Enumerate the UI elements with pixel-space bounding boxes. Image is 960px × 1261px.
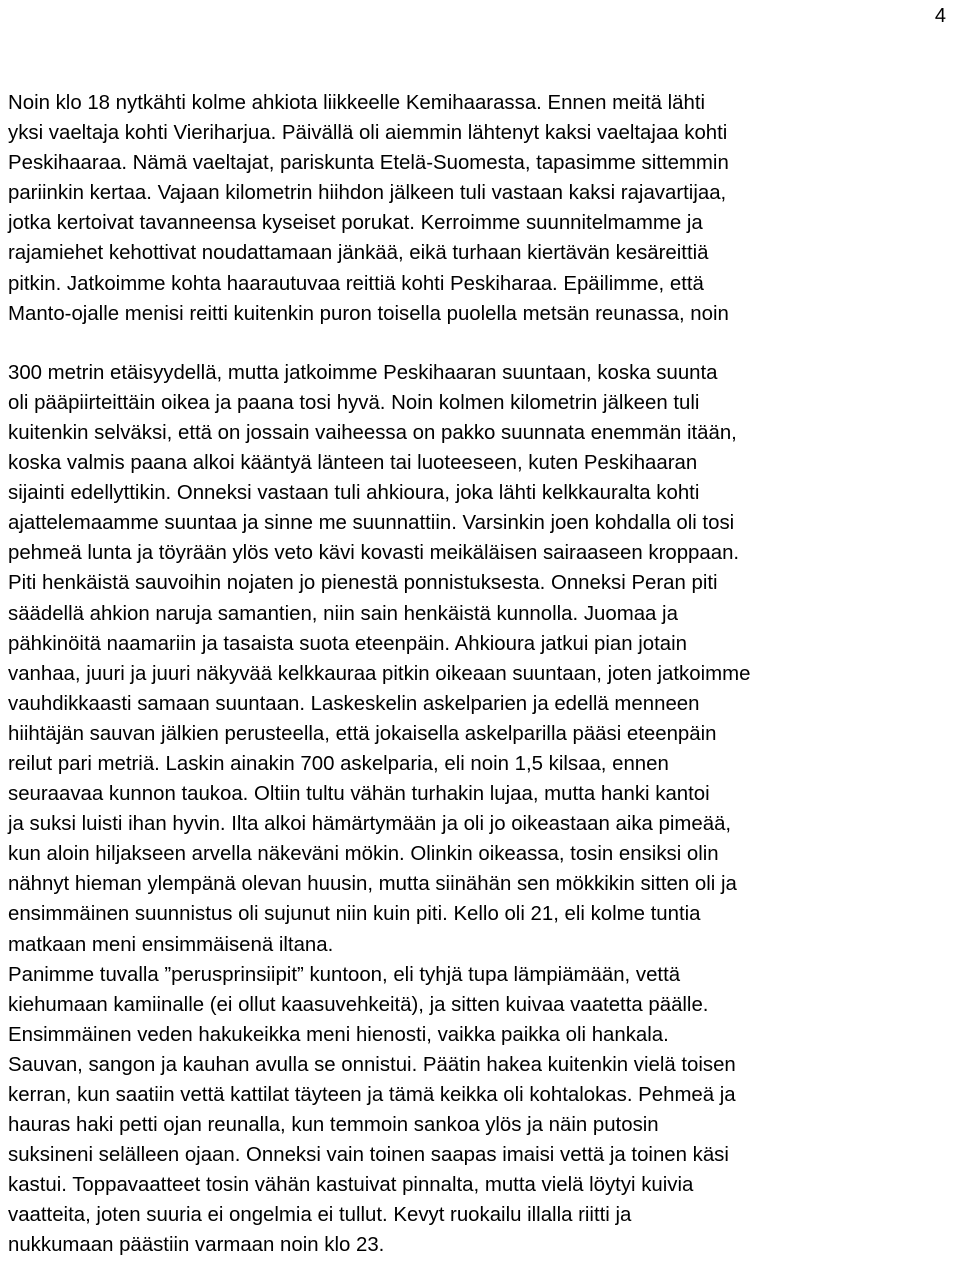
paragraph-3 <box>8 960 956 1261</box>
text-line: vanhaa, juuri ja juuri näkyvää kelkkauraa pitkin oikeaan suuntaan, joten jatkoimme <box>8 662 751 685</box>
text-line: ja suksi luisti ihan hyvin. Ilta alkoi hämärtymään ja oli jo oikeastaan aika pimeää, <box>8 813 732 836</box>
text-line: reilut pari metriä. Laskin ainakin 700 askelparia, eli noin 1,5 kilsaa, ennen <box>8 752 669 775</box>
text-line: pariinkin kertaa. Vajaan kilometrin hiihdon jälkeen tuli vastaan kaksi rajavartijaa, <box>8 182 727 205</box>
text-line: rajamiehet kehottivat noudattamaan jänkää, eikä turhaan kiertävän kesäreittiä <box>8 242 709 265</box>
text-line: nukkumaan päästiin varmaan noin klo 23. <box>8 1234 385 1257</box>
text-line: Noin klo 18 nytkähti kolme ahkiota liikkeelle Kemihaarassa. Ennen meitä lähti <box>8 92 706 114</box>
text-line: oli pääpiirteittäin oikea ja paana tosi hyvä. Noin kolmen kilometrin jälkeen tuli <box>8 391 700 414</box>
page-number: 4 <box>934 5 946 27</box>
page-gap <box>8 329 956 358</box>
text-line: ensimmäinen suunnistus oli sujunut niin kuin piti. Kello oli 21, eli kolme tuntia <box>8 903 701 926</box>
text-line: kastui. Toppavaatteet tosin vähän kastuivat pinnalta, mutta vielä löytyi kuivia <box>8 1174 694 1197</box>
text-line: matkaan meni ensimmäisenä iltana. <box>8 933 334 956</box>
text-line: jotka kertoivat tavanneensa kyseiset porukat. Kerroimme suunnitelmamme ja <box>8 212 703 235</box>
paragraph-2 <box>8 358 956 960</box>
text-line: kiehumaan kamiinalle (ei ollut kaasuvehkeitä), ja sitten kuivaa vaatetta päälle. <box>8 993 709 1016</box>
paragraph-1 <box>8 88 956 329</box>
text-line: pitkin. Jatkoimme kohta haarautuvaa reittiä kohti Peskiharaa. Epäilimme, että <box>8 272 704 295</box>
text-line: nähnyt hieman ylempänä olevan huusin, mutta siinähän sen mökkikin sitten oli ja <box>8 873 737 896</box>
text-line: Manto-ojalle menisi reitti kuitenkin puron toisella puolella metsän reunassa, noin <box>8 302 729 325</box>
text-line: kun aloin hiljakseen arvella näkeväni mökin. Olinkin oikeassa, tosin ensiksi olin <box>8 843 719 866</box>
document-body <box>8 88 956 1261</box>
text-line: 300 metrin etäisyydellä, mutta jatkoimme Peskihaaran suuntaan, koska suunta <box>8 361 718 384</box>
text-line: kerran, kun saatiin vettä kattilat täyteen ja tämä keikka oli kohtalokas. Pehmeä ja <box>8 1084 736 1106</box>
text-line: pehmeä lunta ja töyrään ylös veto kävi kovasti meikäläisen sairaaseen kroppaan. <box>8 542 740 565</box>
text-line: koska valmis paana alkoi kääntyä länteen tai luoteeseen, kuten Peskihaaran <box>8 452 698 475</box>
text-line: suksineni selälleen ojaan. Onneksi vain toinen saapas imaisi vettä ja toinen käsi <box>8 1144 729 1167</box>
text-line: Sauvan, sangon ja kauhan avulla se onnistui. Päätin hakea kuitenkin vielä toisen <box>8 1053 736 1076</box>
text-line: yksi vaeltaja kohti Vieriharjua. Päivällä oli aiemmin lähtenyt kaksi vaeltajaa kohti <box>8 122 728 145</box>
text-line: sijainti edellyttikin. Onneksi vastaan tuli ahkioura, joka lähti kelkkauralta kohti <box>8 482 700 505</box>
text-line: Peskihaaraa. Nämä vaeltajat, pariskunta Etelä-Suomesta, tapasimme sittemmin <box>8 152 729 175</box>
text-line: säädellä ahkion naruja samantien, niin sain henkäistä kunnolla. Juomaa ja <box>8 602 678 625</box>
text-line: hauras haki petti ojan reunalla, kun temmoin sankoa ylös ja näin putosin <box>8 1114 659 1137</box>
text-line: Piti henkäistä sauvoihin nojaten jo pienestä ponnistuksesta. Onneksi Peran piti <box>8 572 718 595</box>
text-line: kuitenkin selväksi, että on jossain vaiheessa on pakko suunnata enemmän itään, <box>8 421 737 444</box>
text-line: pähkinöitä naamariin ja tasaista suota eteenpäin. Ahkioura jatkui pian jotain <box>8 632 688 655</box>
text-line: vaatteita, joten suuria ei ongelmia ei tullut. Kevyt ruokailu illalla riitti ja <box>8 1204 632 1227</box>
text-line: Panimme tuvalla ”perusprinsiipit” kuntoon, eli tyhjä tupa lämpiämään, vettä <box>8 963 681 986</box>
text-line: seuraavaa kunnon taukoa. Oltiin tultu vähän turhakin lujaa, mutta hanki kantoi <box>8 783 710 806</box>
text-line: hiihtäjän sauvan jälkien perusteella, että jokaisella askelparilla pääsi eteenpäin <box>8 722 717 745</box>
text-line: Ensimmäinen veden hakukeikka meni hienosti, vaikka paikka oli hankala. <box>8 1023 669 1046</box>
text-line: vauhdikkaasti samaan suuntaan. Laskeskelin askelparien ja edellä menneen <box>8 692 700 715</box>
text-line: ajattelemaamme suuntaa ja sinne me suunnattiin. Varsinkin joen kohdalla oli tosi <box>8 512 735 535</box>
